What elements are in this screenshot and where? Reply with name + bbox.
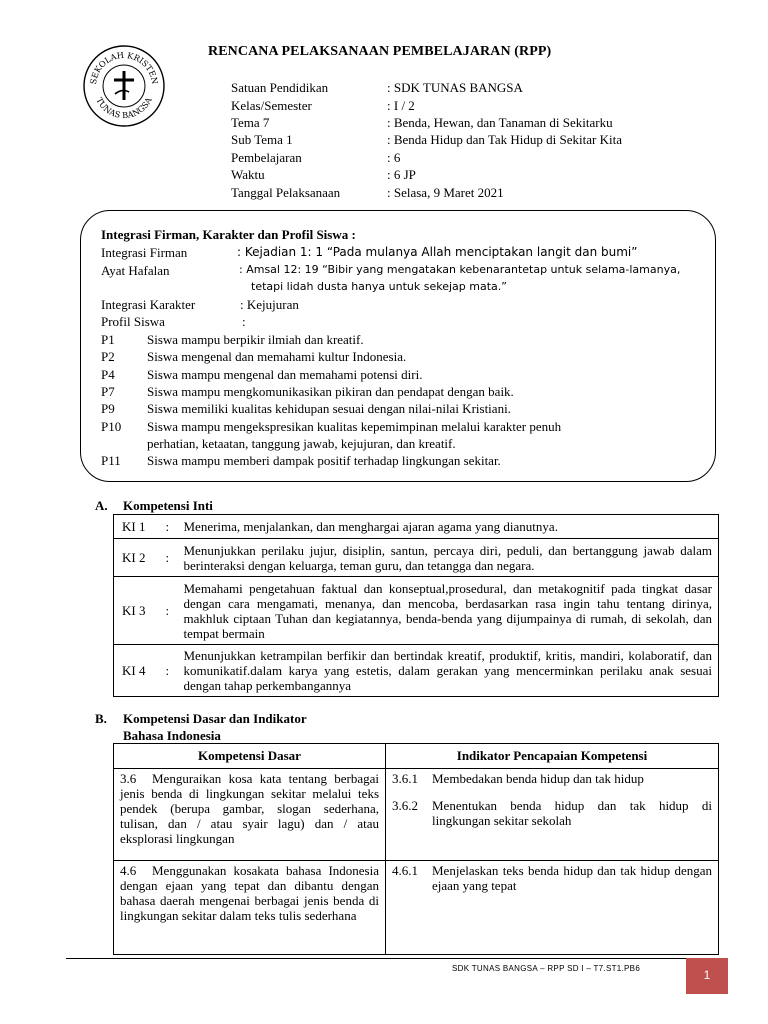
kd-number: 3.6 bbox=[120, 771, 137, 786]
kd-text-block bbox=[120, 771, 379, 846]
ki-code: KI 1 bbox=[114, 515, 166, 539]
table-row bbox=[114, 515, 719, 539]
integrasi-heading: Integrasi Firman, Karakter dan Profil Siswa : bbox=[101, 227, 356, 242]
ayat-value: : Amsal 12: 19 “Bibir yang mengatakan kebenarantetap untuk selama-lamanya, bbox=[239, 263, 681, 276]
indicator-cell bbox=[386, 769, 719, 861]
meta-value: : Benda, Hewan, dan Tanaman di Sekitarku bbox=[387, 115, 613, 130]
profile-code: P11 bbox=[101, 453, 121, 468]
kd-text-block bbox=[120, 863, 379, 923]
column-header: Kompetensi Dasar bbox=[114, 744, 386, 769]
profile-text: perhatian, ketaatan, tanggung jawab, kejujuran, dan kreatif. bbox=[147, 436, 456, 451]
cross-icon bbox=[114, 71, 134, 100]
meta-value: : I / 2 bbox=[387, 98, 415, 113]
footer-text: SDK TUNAS BANGSA – RPP SD I – T7.ST1.PB6 bbox=[452, 964, 641, 973]
ki-colon: : bbox=[166, 539, 180, 577]
integrasi-box bbox=[80, 210, 716, 482]
firman-value: : Kejadian 1: 1 “Pada mulanya Allah menciptakan langit dan bumi” bbox=[237, 245, 638, 259]
profile-code: P7 bbox=[101, 384, 115, 399]
meta-label: Sub Tema 1 bbox=[231, 132, 293, 147]
ki-text: Menunjukkan perilaku jujur, disiplin, santun, percaya diri, peduli, dan bertanggung jawab dalam berinteraksi dengan keluarga, teman guru, dan tetangga dan negara. bbox=[180, 539, 719, 577]
table-row bbox=[114, 861, 719, 955]
indicator-cell bbox=[386, 861, 719, 955]
firman-label: Integrasi Firman bbox=[101, 245, 188, 260]
profile-text: Siswa mampu mengekspresikan kualitas kepemimpinan melalui karakter penuh bbox=[147, 419, 562, 434]
ki-colon: : bbox=[166, 515, 180, 539]
section-b-heading bbox=[95, 711, 395, 727]
profile-text: Siswa memiliki kualitas kehidupan sesuai dengan nilai-nilai Kristiani. bbox=[147, 401, 511, 416]
meta-label: Pembelajaran bbox=[231, 150, 302, 165]
ki-colon: : bbox=[166, 577, 180, 645]
meta-label: Tanggal Pelaksanaan bbox=[231, 185, 341, 200]
document-title: RENCANA PELAKSANAAN PEMBELAJARAN (RPP) bbox=[208, 44, 552, 59]
meta-label: Tema 7 bbox=[231, 115, 270, 130]
kd-text: Menguraikan kosa kata tentang berbagai jenis benda di lingkungan sekitar melalui teks pendek (berupa gambar, slogan sederhana, tulisan, dan / atau syair lagu) dan / atau eksplorasi lingkungan bbox=[120, 771, 379, 846]
kd-number: 4.6 bbox=[120, 863, 137, 878]
table-header-row bbox=[114, 744, 719, 769]
meta-label: Kelas/Semester bbox=[231, 98, 312, 113]
profile-code: P9 bbox=[101, 401, 115, 416]
ki-code: KI 3 bbox=[114, 577, 166, 645]
section-letter: B. bbox=[95, 711, 107, 726]
profile-text: Siswa mampu berpikir ilmiah dan kreatif. bbox=[147, 332, 364, 347]
ki-text: Menunjukkan ketrampilan berfikir dan bertindak kreatif, produktif, kritis, mandiri, kolaboratif, dan komunikatif.dalam karya yang estetis, dalam gerakan yang mencerminkan perilaku anak sesuai dengan tahap perkembangannya bbox=[180, 645, 719, 697]
table-row bbox=[114, 539, 719, 577]
ki-code: KI 2 bbox=[114, 539, 166, 577]
profile-text: Siswa mampu memberi dampak positif terhadap lingkungan sekitar. bbox=[147, 453, 501, 468]
meta-label: Waktu bbox=[231, 167, 265, 182]
kd-text: Menggunakan kosakata bahasa Indonesia dengan ejaan yang tepat dan dibantu dengan bahasa daerah mengenai berbagai jenis benda di lingkungan sekitar dalam teks tulis sederhana bbox=[120, 863, 379, 923]
karakter-value: : Kejujuran bbox=[240, 297, 299, 312]
profile-text: Siswa mampu mengenal dan memahami potensi diri. bbox=[147, 367, 423, 382]
meta-value: : Selasa, 9 Maret 2021 bbox=[387, 185, 504, 200]
subject-title: Bahasa Indonesia bbox=[123, 728, 221, 743]
profile-code: P4 bbox=[101, 367, 115, 382]
indicator-text: Menentukan benda hidup dan tak hidup di lingkungan sekitar sekolah bbox=[432, 798, 712, 828]
section-title: Kompetensi Dasar dan Indikator bbox=[123, 711, 307, 726]
profil-value: : bbox=[242, 314, 246, 329]
profile-text: Siswa mengenal dan memahami kultur Indonesia. bbox=[147, 349, 407, 364]
indicator-item bbox=[392, 771, 712, 786]
ayat-value-cont: tetapi lidah dusta hanya untuk sekejap mata.” bbox=[251, 280, 507, 293]
profile-code: P2 bbox=[101, 349, 115, 364]
logo-text-top: SEKOLAH KRISTEN bbox=[87, 49, 161, 85]
profile-code: P10 bbox=[101, 419, 122, 434]
indicator-number: 4.6.1 bbox=[392, 863, 418, 878]
school-logo bbox=[82, 44, 166, 128]
indicator-item bbox=[392, 863, 712, 893]
kd-cell bbox=[114, 769, 386, 861]
ki-text: Memahami pengetahuan faktual dan konseptual,prosedural, dan metakognitif pada tingkat dasar dengan cara mengamati, menanya, dan mencoba, berdasarkan rasa ingin tahu tentang dirinya, makhluk ciptaan Tuhan dan kegiatannya, benda-benda yang dijumpainya di rumah, di sekolah, dan tempat bermain bbox=[180, 577, 719, 645]
table-row bbox=[114, 645, 719, 697]
ki-text: Menerima, menjalankan, dan menghargai ajaran agama yang dianutnya. bbox=[180, 515, 719, 539]
ki-code: KI 4 bbox=[114, 645, 166, 697]
meta-value: : 6 bbox=[387, 150, 401, 165]
indicator-text: Membedakan benda hidup dan tak hidup bbox=[432, 771, 644, 786]
section-a-heading bbox=[95, 498, 395, 514]
page-number: 1 bbox=[686, 958, 728, 994]
kompetensi-dasar-table bbox=[113, 743, 719, 955]
indicator-number: 3.6.1 bbox=[392, 771, 418, 786]
table-row bbox=[114, 577, 719, 645]
section-title: Kompetensi Inti bbox=[123, 498, 213, 513]
indicator-number: 3.6.2 bbox=[392, 798, 418, 813]
ayat-label: Ayat Hafalan bbox=[101, 263, 170, 278]
logo-text-bottom: TUNAS BANGSA bbox=[94, 95, 154, 121]
profile-code: P1 bbox=[101, 332, 115, 347]
meta-value: : 6 JP bbox=[387, 167, 416, 182]
kompetensi-inti-table bbox=[113, 514, 719, 697]
kd-cell bbox=[114, 861, 386, 955]
profile-text: Siswa mampu mengkomunikasikan pikiran dan pendapat dengan baik. bbox=[147, 384, 514, 399]
meta-value: : SDK TUNAS BANGSA bbox=[387, 80, 523, 95]
table-row bbox=[114, 769, 719, 861]
ki-colon: : bbox=[166, 645, 180, 697]
karakter-label: Integrasi Karakter bbox=[101, 297, 196, 312]
section-letter: A. bbox=[95, 498, 108, 513]
footer-divider bbox=[66, 958, 686, 959]
indicator-item bbox=[392, 798, 712, 828]
meta-value: : Benda Hidup dan Tak Hidup di Sekitar Kita bbox=[387, 132, 622, 147]
indicator-text: Menjelaskan teks benda hidup dan tak hidup dengan ejaan yang tepat bbox=[432, 863, 712, 893]
column-header: Indikator Pencapaian Kompetensi bbox=[386, 744, 719, 769]
meta-label: Satuan Pendidikan bbox=[231, 80, 329, 95]
profil-label: Profil Siswa bbox=[101, 314, 165, 329]
